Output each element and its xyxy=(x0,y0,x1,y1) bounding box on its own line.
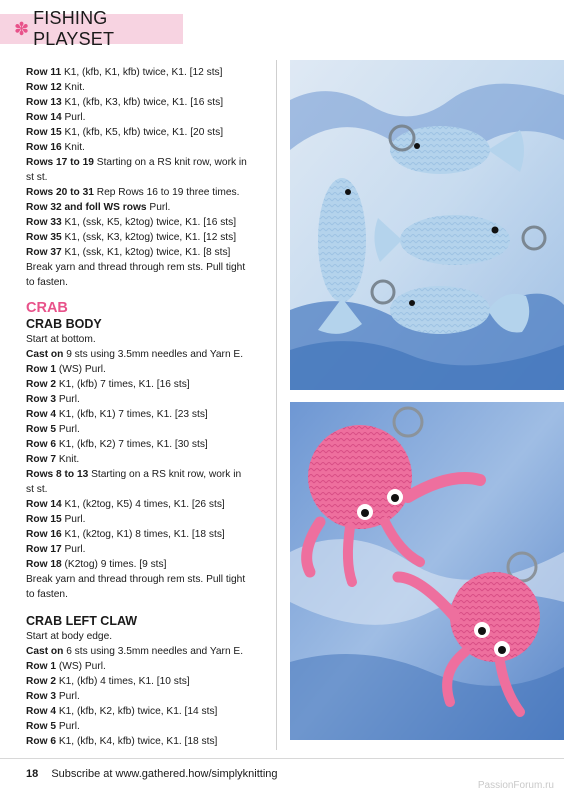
instruction-line xyxy=(26,734,276,749)
instruction-line xyxy=(26,482,276,497)
row-text: K1, (kfb, K1, kfb) twice, K1. [12 sts] xyxy=(61,67,223,78)
row-label: Row 14 xyxy=(26,112,62,123)
row-label: Row 15 xyxy=(26,514,62,525)
row-text: Break yarn and thread through rem sts. Pull tight xyxy=(26,574,246,585)
row-text: (K2tog) 9 times. [9 sts] xyxy=(61,559,167,570)
row-text: Start at bottom. xyxy=(26,334,96,345)
instruction-line xyxy=(26,392,276,407)
row-label: Cast on xyxy=(26,646,64,657)
row-label: Row 37 xyxy=(26,247,62,258)
instruction-line xyxy=(26,572,276,587)
instruction-line xyxy=(26,362,276,377)
page-footer xyxy=(26,768,278,780)
row-text: K1, (ssk, K1, k2tog) twice, K1. [8 sts] xyxy=(61,247,231,258)
instruction-line xyxy=(26,674,276,689)
row-text: K1, (kfb, K4, kfb) twice, K1. [18 sts] xyxy=(56,736,218,747)
instruction-line xyxy=(26,65,276,80)
row-label: Row 17 xyxy=(26,544,62,555)
row-text: to fasten. xyxy=(26,589,68,600)
row-label: Row 4 xyxy=(26,706,57,717)
instruction-line xyxy=(26,80,276,95)
row-text: Knit. xyxy=(56,454,80,465)
row-label: Row 18 xyxy=(26,559,62,570)
crab-claw-instructions xyxy=(26,629,276,749)
instruction-line xyxy=(26,275,276,290)
row-text: (WS) Purl. xyxy=(56,364,106,375)
row-label: Row 4 xyxy=(26,409,57,420)
instruction-line xyxy=(26,155,276,170)
instruction-line xyxy=(26,719,276,734)
instruction-line xyxy=(26,95,276,110)
instruction-line xyxy=(26,704,276,719)
row-label: Row 11 xyxy=(26,67,62,78)
row-text: Purl. xyxy=(146,202,171,213)
instruction-line xyxy=(26,125,276,140)
instruction-line xyxy=(26,629,276,644)
crab-left-claw-heading: CRAB LEFT CLAW xyxy=(26,614,138,628)
row-label: Rows 20 to 31 xyxy=(26,187,94,198)
row-text: K1, (kfb, K2, kfb) twice, K1. [14 sts] xyxy=(56,706,218,717)
instruction-line xyxy=(26,587,276,602)
row-text: K1, (kfb, K2) 7 times, K1. [30 sts] xyxy=(56,439,208,450)
row-text: 6 sts using 3.5mm needles and Yarn E. xyxy=(63,646,244,657)
row-label: Row 15 xyxy=(26,127,62,138)
row-label: Row 14 xyxy=(26,499,62,510)
instruction-line xyxy=(26,170,276,185)
row-label: Row 7 xyxy=(26,454,57,465)
row-text: Purl. xyxy=(61,544,86,555)
row-text: Purl. xyxy=(56,721,80,732)
watermark: PassionForum.ru xyxy=(477,780,554,791)
instruction-line xyxy=(26,557,276,572)
instruction-line xyxy=(26,407,276,422)
instruction-line xyxy=(26,452,276,467)
row-text: st st. xyxy=(26,484,48,495)
row-text: Purl. xyxy=(61,112,86,123)
instruction-line xyxy=(26,437,276,452)
row-label: Row 16 xyxy=(26,529,62,540)
row-label: Row 1 xyxy=(26,661,57,672)
crab-heading: CRAB xyxy=(26,300,68,316)
row-text: Starting on a RS knit row, work in xyxy=(93,157,247,168)
row-text: Break yarn and thread through rem sts. Pull tight xyxy=(26,262,246,273)
row-label: Row 3 xyxy=(26,691,57,702)
row-text: K1, (kfb) 4 times, K1. [10 sts] xyxy=(56,676,190,687)
row-text: 9 sts using 3.5mm needles and Yarn E. xyxy=(63,349,244,360)
subscribe-text: Subscribe at www.gathered.how/simplyknitting xyxy=(51,768,278,780)
row-label: Row 6 xyxy=(26,736,57,747)
row-text: st st. xyxy=(26,172,48,183)
pattern-column xyxy=(26,65,276,749)
row-text: K1, (kfb, K5, kfb) twice, K1. [20 sts] xyxy=(61,127,224,138)
footer-rule xyxy=(0,758,564,759)
row-text: Purl. xyxy=(56,691,80,702)
row-label: Row 35 xyxy=(26,232,62,243)
instruction-line xyxy=(26,245,276,260)
crab-body-heading: CRAB BODY xyxy=(26,317,102,331)
row-text: K1, (k2tog, K5) 4 times, K1. [26 sts] xyxy=(61,499,225,510)
instruction-line xyxy=(26,185,276,200)
row-text: Purl. xyxy=(56,424,80,435)
row-text: (WS) Purl. xyxy=(56,661,106,672)
row-label: Row 1 xyxy=(26,364,57,375)
section-title: FISHING PLAYSET xyxy=(33,8,115,49)
instruction-line xyxy=(26,200,276,215)
row-label: Row 33 xyxy=(26,217,62,228)
row-label: Cast on xyxy=(26,349,64,360)
instruction-line xyxy=(26,215,276,230)
instruction-line xyxy=(26,467,276,482)
instruction-line xyxy=(26,542,276,557)
flower-icon: ✽ xyxy=(14,19,30,39)
instruction-line xyxy=(26,512,276,527)
row-text: K1, (kfb) 7 times, K1. [16 sts] xyxy=(56,379,190,390)
row-text: Knit. xyxy=(61,82,85,93)
row-text: to fasten. xyxy=(26,277,68,288)
instruction-line xyxy=(26,110,276,125)
row-label: Rows 17 to 19 xyxy=(26,157,94,168)
row-label: Row 2 xyxy=(26,379,57,390)
row-text: Start at body edge. xyxy=(26,631,113,642)
row-text: K1, (kfb, K3, kfb) twice, K1. [16 sts] xyxy=(61,97,224,108)
row-text: Rep Rows 16 to 19 three times. xyxy=(93,187,240,198)
column-divider xyxy=(276,60,277,750)
crab-photo xyxy=(290,402,564,740)
instruction-line xyxy=(26,332,276,347)
instruction-line xyxy=(26,260,276,275)
row-label: Row 5 xyxy=(26,424,57,435)
instruction-line xyxy=(26,644,276,659)
row-text: K1, (kfb, K1) 7 times, K1. [23 sts] xyxy=(56,409,208,420)
fish-instructions xyxy=(26,65,276,290)
instruction-line xyxy=(26,347,276,362)
row-label: Row 3 xyxy=(26,394,57,405)
instruction-line xyxy=(26,377,276,392)
row-label: Row 2 xyxy=(26,676,57,687)
row-label: Row 16 xyxy=(26,142,62,153)
instruction-line xyxy=(26,497,276,512)
row-label: Rows 8 to 13 xyxy=(26,469,89,480)
row-text: K1, (ssk, K5, k2tog) twice, K1. [16 sts] xyxy=(61,217,237,228)
page-number: 18 xyxy=(26,768,39,780)
row-label: Row 12 xyxy=(26,82,62,93)
row-label: Row 13 xyxy=(26,97,62,108)
row-text: Starting on a RS knit row, work in xyxy=(88,469,242,480)
row-text: K1, (ssk, K3, k2tog) twice, K1. [12 sts] xyxy=(61,232,237,243)
instruction-line xyxy=(26,689,276,704)
instruction-line xyxy=(26,659,276,674)
row-text: Purl. xyxy=(56,394,80,405)
row-text: Purl. xyxy=(61,514,86,525)
instruction-line xyxy=(26,230,276,245)
row-label: Row 6 xyxy=(26,439,57,450)
row-label: Row 32 and foll WS rows xyxy=(26,202,147,213)
row-text: K1, (k2tog, K1) 8 times, K1. [18 sts] xyxy=(61,529,225,540)
row-label: Row 5 xyxy=(26,721,57,732)
instruction-line xyxy=(26,422,276,437)
instruction-line xyxy=(26,140,276,155)
row-text: Knit. xyxy=(61,142,85,153)
fish-photo xyxy=(290,60,564,390)
crab-body-instructions xyxy=(26,332,276,602)
instruction-line xyxy=(26,527,276,542)
section-header xyxy=(0,8,183,49)
